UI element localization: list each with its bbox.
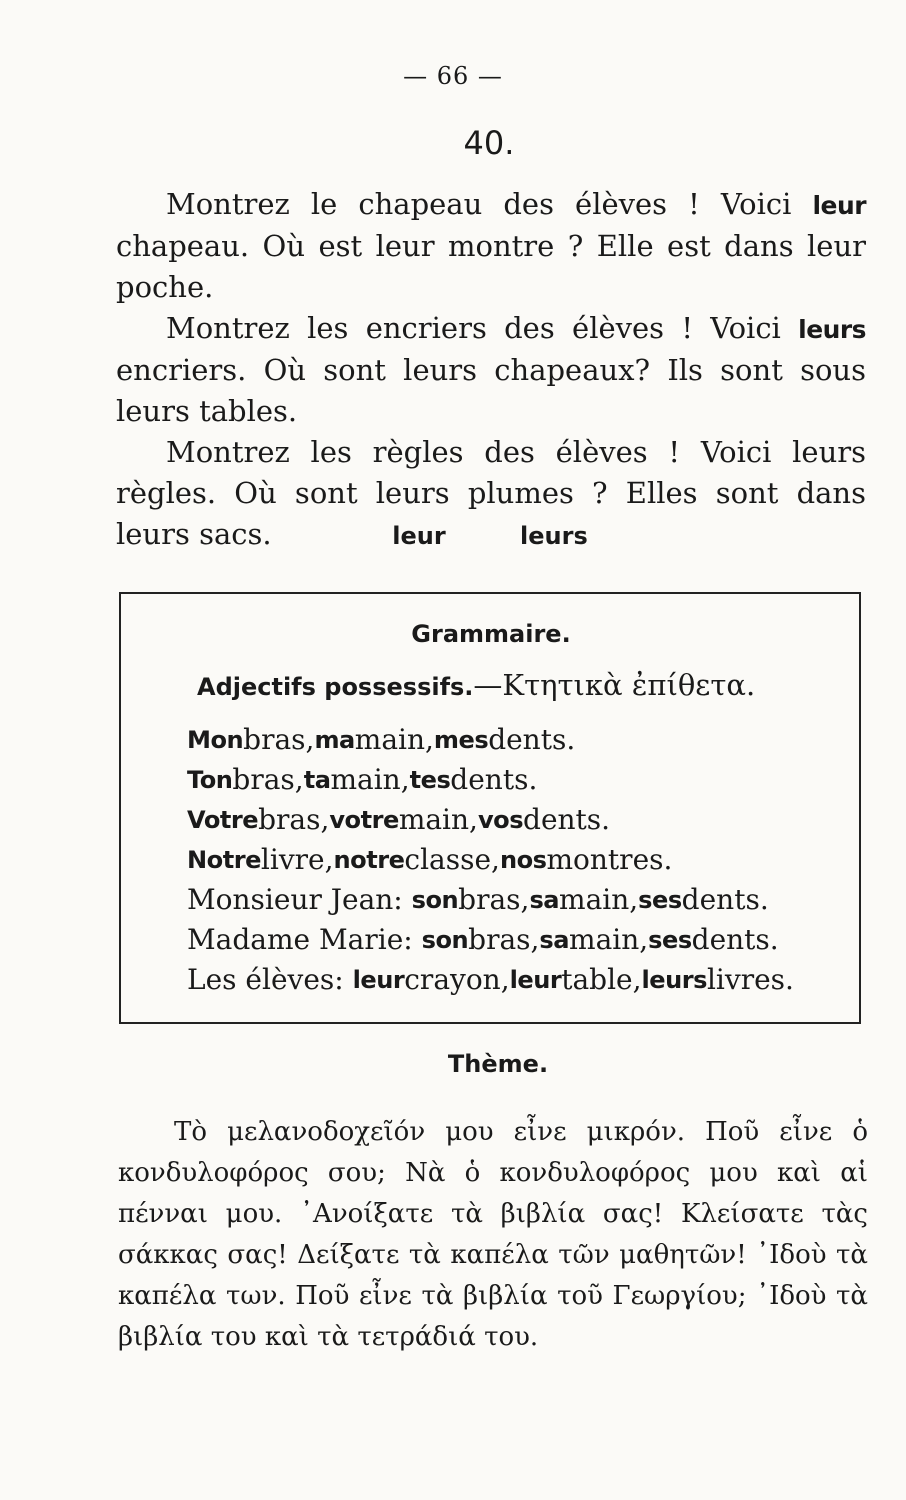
bold-word: leurs xyxy=(641,966,707,994)
text-run: bras, xyxy=(243,723,315,756)
text-run: dents. xyxy=(450,763,538,796)
text-run: dents. xyxy=(488,723,576,756)
example-row xyxy=(187,760,853,800)
example-row xyxy=(187,960,853,1000)
example-row xyxy=(187,880,853,920)
adjectifs-heading-line xyxy=(197,668,755,702)
text-run: bras, xyxy=(232,763,304,796)
text-run: main, xyxy=(559,883,639,916)
bold-word: leur xyxy=(812,191,866,220)
pair-right: leurs xyxy=(520,522,588,550)
grammar-title: Grammaire. xyxy=(411,620,571,648)
text-run: main, xyxy=(330,763,410,796)
text-run: main, xyxy=(354,723,434,756)
text-run: main, xyxy=(569,923,649,956)
bold-word: Notre xyxy=(187,846,261,874)
text-run: bras, xyxy=(468,923,540,956)
text-run: Montrez les encriers des élèves ! Voici xyxy=(166,311,799,345)
pair-left: leur xyxy=(392,522,446,550)
bold-word: nos xyxy=(499,846,547,874)
bold-word: notre xyxy=(333,846,405,874)
text-run: dents. xyxy=(681,883,769,916)
text-run: classe, xyxy=(404,843,500,876)
bold-word: leur xyxy=(509,966,562,994)
text-run: bras, xyxy=(258,803,330,836)
text-run: montres. xyxy=(546,843,673,876)
grammar-examples xyxy=(187,720,853,1000)
bold-word: ta xyxy=(303,766,331,794)
bold-word: leur xyxy=(352,966,405,994)
bold-word: sa xyxy=(539,926,570,954)
row-label: Les élèves: xyxy=(187,963,344,996)
text-run: dents. xyxy=(691,923,779,956)
text-run: livre, xyxy=(260,843,334,876)
lesson-number: 40. xyxy=(463,124,515,162)
bold-word: vos xyxy=(477,806,524,834)
theme-text xyxy=(118,1112,868,1358)
example-row xyxy=(187,800,853,840)
bold-word: ses xyxy=(638,886,682,914)
text-run: encriers. Où sont leurs chapeaux? Ils sont sous leurs tables. xyxy=(116,353,866,428)
adjectifs-heading: Adjectifs possessifs. xyxy=(197,673,474,701)
bold-word: votre xyxy=(329,806,399,834)
text-run: table, xyxy=(561,963,642,996)
text-run: crayon, xyxy=(404,963,510,996)
bold-word: Ton xyxy=(187,766,233,794)
text-run: main, xyxy=(398,803,478,836)
bold-word: ma xyxy=(314,726,355,754)
text-run: Montrez les règles des élèves ! Voici leurs règles. Où sont leurs plumes ? Elles sont dans leurs sacs. xyxy=(116,435,866,551)
bold-word: Mon xyxy=(187,726,244,754)
bold-word: sa xyxy=(529,886,560,914)
leur-leurs-pair xyxy=(0,522,906,550)
theme-title: Thème. xyxy=(447,1050,549,1078)
example-row xyxy=(187,920,853,960)
text-run: bras, xyxy=(458,883,530,916)
page-number: — 66 — xyxy=(403,62,503,90)
lesson-paragraph xyxy=(116,184,866,308)
text-run: livres. xyxy=(706,963,794,996)
greek-heading: —Κτητικὰ ἐπίθετα. xyxy=(473,668,756,702)
text-run: chapeau. Où est leur montre ? Elle est dans leur poche. xyxy=(116,229,866,304)
bold-word: son xyxy=(421,926,469,954)
lesson-text xyxy=(116,184,866,555)
row-label: Monsieur Jean: xyxy=(187,883,403,916)
lesson-paragraph xyxy=(116,308,866,432)
bold-word: leurs xyxy=(798,315,866,344)
grammar-box xyxy=(119,592,861,1024)
text-run: Montrez le chapeau des élèves ! Voici xyxy=(166,187,813,221)
example-row xyxy=(187,720,853,760)
bold-word: tes xyxy=(409,766,451,794)
bold-word: Votre xyxy=(187,806,259,834)
bold-word: ses xyxy=(648,926,692,954)
bold-word: son xyxy=(411,886,459,914)
row-label: Madame Marie: xyxy=(187,923,413,956)
theme-paragraph: Τὸ μελανοδοχεῖόν μου εἶνε μικρόν. Ποῦ εἶνε ὁ κονδυλοφόρος σου; Νὰ ὁ κονδυλοφόρος μου καὶ αἱ πένναι μου. ᾿Ανοίξατε τὰ βιβλία σας! Κλείσατε τὰς σάκκας σας! Δείξατε τὰ καπέλα τῶν μαθητῶν! ᾿Ιδοὺ τὰ καπέλα των. Ποῦ εἶνε τὰ βιβλία τοῦ Γεωργίου; ᾿Ιδοὺ τὰ βιβλία του καὶ τὰ τετράδιά του. xyxy=(118,1117,868,1352)
bold-word: mes xyxy=(433,726,489,754)
text-run: dents. xyxy=(523,803,611,836)
example-row xyxy=(187,840,853,880)
